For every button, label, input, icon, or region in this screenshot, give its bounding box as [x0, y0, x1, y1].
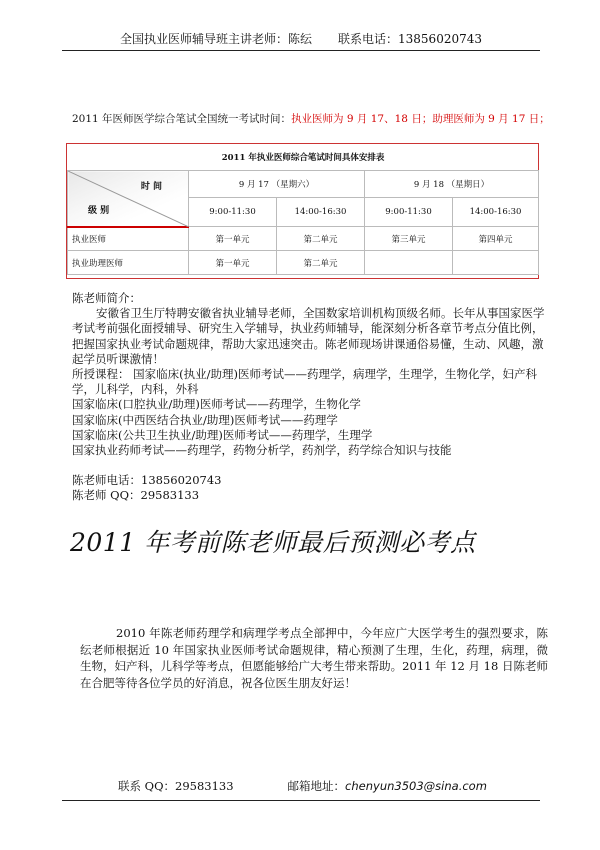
- page-header: [62, 30, 540, 48]
- time-slot: 9:00-11:30: [189, 198, 277, 227]
- table-cell: 第一单元: [189, 227, 277, 251]
- page-footer: [118, 778, 487, 794]
- corner-time-label: 时 间: [140, 182, 162, 192]
- header-divider: [62, 50, 540, 51]
- table-cell: [453, 251, 539, 275]
- header-phone: 联系电话：13856020743: [338, 32, 482, 46]
- bio-phone: 陈老师电话：13856020743: [72, 473, 222, 488]
- table-cell: 第四单元: [453, 227, 539, 251]
- course-item: 所授课程： 国家临床(执业/助理)医师考试——药理学，病理学，生理学，生物化学，妇产科学，儿科学，内科，外科: [72, 367, 537, 397]
- exam-time-notice: [72, 111, 592, 126]
- table-cell: 第二单元: [277, 251, 365, 275]
- course-item: 国家临床(中西医结合执业/助理)医师考试——药理学: [72, 412, 338, 427]
- table-row: [68, 251, 539, 275]
- notice-highlight: 执业医师为 9 月 17、18 日；助理医师为 9 月 17 日；: [291, 113, 550, 125]
- table-cell: 第三单元: [365, 227, 453, 251]
- time-slot: 14:00-16:30: [453, 198, 539, 227]
- announcement: [80, 625, 548, 691]
- day-header: 9 月 17 （星期六）: [189, 171, 365, 198]
- bio-qq: 陈老师 QQ：29583133: [72, 488, 200, 503]
- course-item: 国家临床(口腔执业/助理)医师考试——药理学，生物化学: [72, 397, 361, 412]
- table-corner-header: [68, 171, 189, 227]
- corner-level-label: 级 别: [88, 205, 110, 216]
- header-title: 全国执业医师辅导班主讲老师：陈纭: [120, 32, 313, 46]
- time-slot: 14:00-16:30: [277, 198, 365, 227]
- footer-divider: [62, 800, 540, 801]
- footer-email-label: 邮箱地址：: [287, 779, 346, 793]
- bio-text: 安徽省卫生厅特聘安徽省执业辅导老师，全国数家培训机构顶级名师。长年从事国家医学考试考前强化面授辅导、研究生入学辅导，执业药师辅导，能深刻分析各章节考点分值比例，把握国家执业考试命题规律，帮助大家迅速突击。陈老师现场讲课通俗易懂，生动、风趣，激起学员听课激情！: [72, 306, 545, 366]
- diagonal-divider: [68, 171, 189, 227]
- notice-prefix: 2011 年医师医学综合笔试全国统一考试时间：: [72, 113, 292, 125]
- time-slot: 9:00-11:30: [365, 198, 453, 227]
- exam-schedule-table: [66, 143, 539, 279]
- footer-email-link[interactable]: chenyun3503@sina.com: [345, 779, 487, 793]
- table-caption: 2011 年执业医师综合笔试时间具体安排表: [68, 144, 539, 171]
- day-header: 9 月 18 （星期日）: [365, 171, 539, 198]
- bio-heading: 陈老师简介：: [72, 291, 141, 305]
- table-cell: 第一单元: [189, 251, 277, 275]
- announcement-text: 2010 年陈老师药理学和病理学考点全部押中，今年应广大医学考生的强烈要求，陈纭老师根据近 10 年国家执业医师考试命题规律，精心预测了生理，生化，药理，病理，微生物，妇产科，儿科学等考点，但愿能够给广大考生带来帮助。2011 年 12 月 18 日陈老师在合肥等待各位学员的好消息，祝各位医生朋友好运！: [80, 626, 548, 690]
- table-cell: 第二单元: [277, 227, 365, 251]
- course-item: 国家执业药师考试——药理学，药物分析学，药剂学，药学综合知识与技能: [72, 443, 452, 458]
- row-label: 执业医师: [68, 227, 189, 251]
- table-row: [68, 227, 539, 251]
- teacher-bio: [72, 291, 552, 504]
- footer-qq: 联系 QQ：29583133: [118, 779, 234, 793]
- row-label: 执业助理医师: [68, 251, 189, 275]
- course-item: 国家临床(公共卫生执业/助理)医师考试——药理学，生理学: [72, 427, 373, 442]
- headline: 2011 年考前陈老师最后预测必考点: [70, 528, 476, 557]
- table-cell: [365, 251, 453, 275]
